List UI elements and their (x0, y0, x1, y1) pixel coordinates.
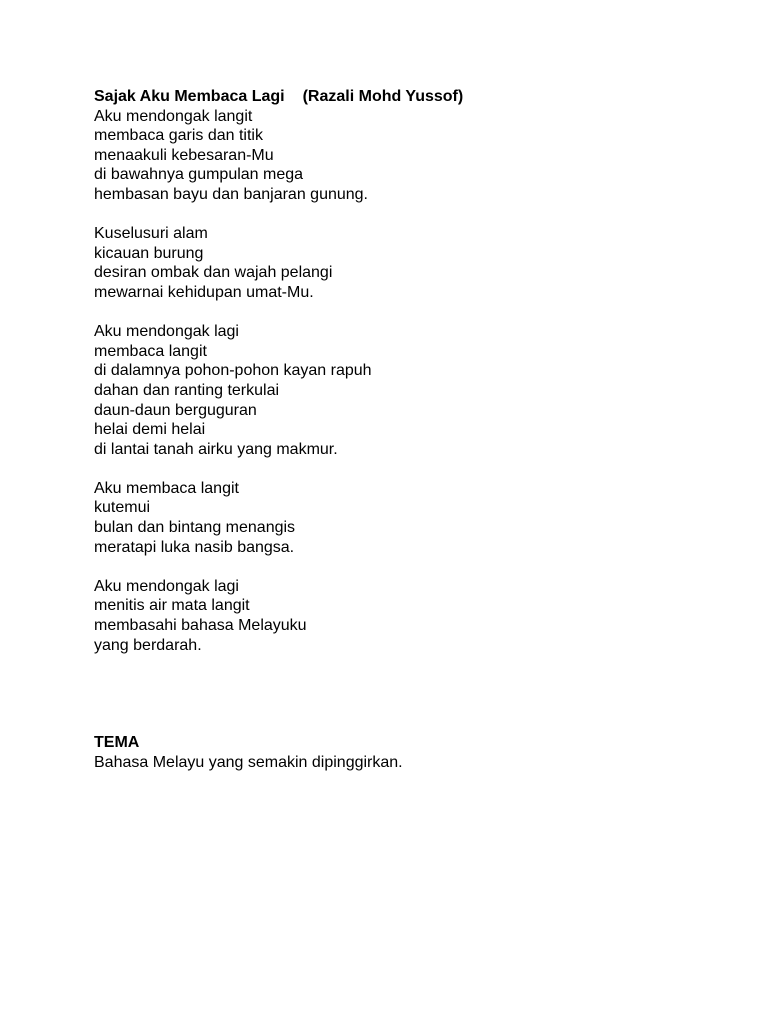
poem-line: daun-daun berguguran (94, 401, 257, 419)
stanza-2 (94, 224, 734, 302)
poem-title: Sajak Aku Membaca Lagi (94, 88, 285, 105)
poem-line: Aku mendongak langit (94, 107, 253, 125)
poem-line: meratapi luka nasib bangsa. (94, 538, 295, 556)
poem-line: helai demi helai (94, 421, 206, 439)
poem-line: membasahi bahasa Melayuku (94, 617, 307, 635)
tema-heading: TEMA (94, 734, 140, 751)
poem-line: membaca langit (94, 342, 207, 360)
stanza-4 (94, 479, 734, 557)
stanza-5 (94, 577, 734, 655)
poem-line: di lantai tanah airku yang makmur. (94, 440, 338, 458)
poem-line: dahan dan ranting terkulai (94, 381, 280, 399)
poem-line: hembasan bayu dan banjaran gunung. (94, 185, 368, 203)
tema-text: Bahasa Melayu yang semakin dipinggirkan. (94, 753, 403, 771)
poem-line: menaakuli kebesaran-Mu (94, 146, 274, 164)
poem-line: desiran ombak dan wajah pelangi (94, 264, 333, 282)
poem-line: mewarnai kehidupan umat-Mu. (94, 283, 314, 301)
poem-title-line (94, 87, 734, 107)
poem-line: kicauan burung (94, 244, 204, 262)
poem-line: membaca garis dan titik (94, 127, 263, 145)
poem-line: di bawahnya gumpulan mega (94, 166, 304, 184)
poem-author: (Razali Mohd Yussof) (302, 88, 464, 105)
poem-line: Aku mendongak lagi (94, 577, 239, 595)
poem-line: di dalamnya pohon-pohon kayan rapuh (94, 362, 372, 380)
stanza-1 (94, 107, 734, 205)
poem-line: Aku mendongak lagi (94, 323, 239, 341)
poem-line: yang berdarah. (94, 636, 202, 654)
poem-line: bulan dan bintang menangis (94, 519, 296, 537)
stanza-3 (94, 322, 734, 459)
document-page (94, 87, 734, 771)
poem-line: kutemui (94, 499, 151, 517)
poem-line: menitis air mata langit (94, 597, 250, 615)
tema-section (94, 733, 403, 772)
poem-line: Aku membaca langit (94, 479, 239, 497)
poem-line: Kuselusuri alam (94, 225, 208, 243)
